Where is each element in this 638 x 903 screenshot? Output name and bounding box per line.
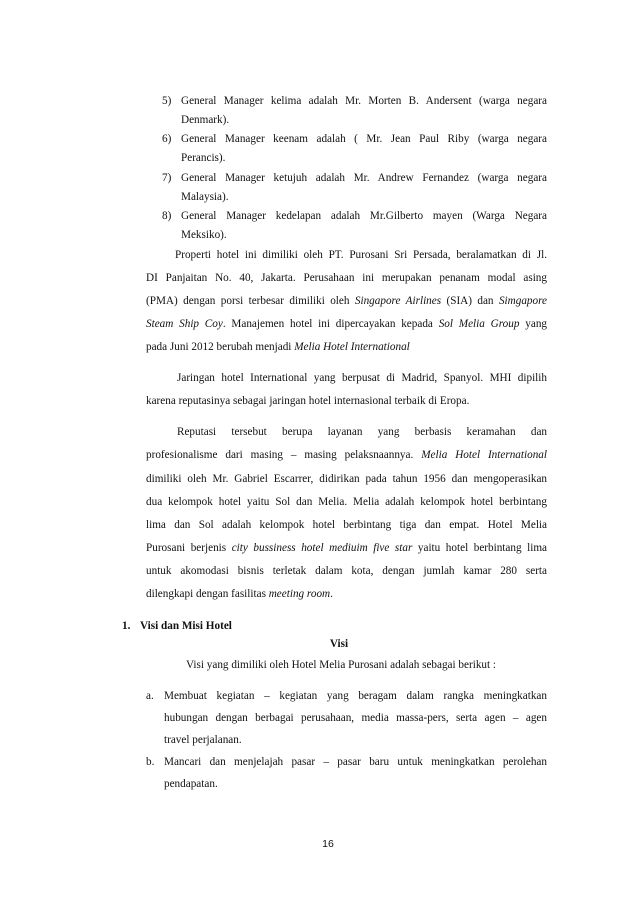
paragraph-line: (PMA) dengan porsi terbesar dimiliki oleh Singapore Airlines (SIA) dan Simgapore bbox=[146, 295, 547, 307]
list-letter: a. bbox=[146, 690, 154, 702]
paragraph-line: Jaringan hotel International yang berpusat di Madrid, Spanyol. MHI dipilih bbox=[177, 372, 547, 384]
visi-intro: Visi yang dimiliki oleh Hotel Melia Purosani adalah sebagai berikut : bbox=[186, 659, 497, 671]
paragraph-line: profesionalisme dari masing – masing pelaksnaannya. Melia Hotel International bbox=[146, 449, 547, 461]
paragraph-line: lima dan Sol adalah kelompok hotel berbintang tiga dan empat. Hotel Melia bbox=[146, 519, 547, 531]
list-item-text: Denmark). bbox=[181, 114, 230, 126]
section-number: 1. bbox=[122, 620, 131, 632]
section-title: Visi dan Misi Hotel bbox=[140, 620, 232, 632]
list-letter: b. bbox=[146, 756, 155, 768]
list-item-text: General Manager kedelapan adalah Mr.Gilberto mayen (Warga Negara bbox=[181, 210, 547, 222]
paragraph-line: Reputasi tersebut berupa layanan yang berbasis keramahan dan bbox=[177, 426, 547, 438]
list-item-text: travel perjalanan. bbox=[164, 734, 242, 746]
list-item-text: Malaysia). bbox=[181, 191, 229, 203]
list-number: 8) bbox=[162, 210, 172, 222]
list-item-text: General Manager ketujuh adalah Mr. Andrew Fernandez (warga negara bbox=[181, 172, 547, 184]
paragraph-line: karena reputasinya sebagai jaringan hotel internasional terbaik di Eropa. bbox=[146, 395, 470, 407]
list-item-text: General Manager kelima adalah Mr. Morten B. Andersent (warga negara bbox=[181, 95, 547, 107]
list-item-text: Perancis). bbox=[181, 152, 226, 164]
paragraph-line: dimiliki oleh Mr. Gabriel Escarrer, didirikan pada tahun 1956 dan mengoperasikan bbox=[146, 473, 547, 485]
list-item-text: pendapatan. bbox=[164, 778, 218, 790]
list-item-text: hubungan dengan berbagai perusahaan, media massa-pers, serta agen – agen bbox=[164, 712, 547, 724]
list-item-text: Meksiko). bbox=[181, 229, 227, 241]
list-number: 7) bbox=[162, 172, 172, 184]
page-number: 16 bbox=[322, 838, 334, 850]
subsection-title: Visi bbox=[329, 638, 349, 650]
list-item-text: Mancari dan menjelajah pasar – pasar baru untuk meningkatkan perolehan bbox=[164, 756, 547, 768]
paragraph-line: dilengkapi dengan fasilitas meeting room. bbox=[146, 588, 333, 600]
paragraph-line: dua kelompok hotel yaitu Sol dan Melia. Melia adalah kelompok hotel berbintang bbox=[146, 496, 547, 508]
list-number: 6) bbox=[162, 133, 172, 145]
paragraph-line: untuk akomodasi bisnis terletak dalam kota, dengan jumlah kamar 280 serta bbox=[146, 565, 547, 577]
paragraph-line: Properti hotel ini dimiliki oleh PT. Purosani Sri Persada, beralamatkan di Jl. bbox=[175, 249, 547, 261]
paragraph-line: Steam Ship Coy. Manajemen hotel ini dipercayakan kepada Sol Melia Group yang bbox=[146, 318, 548, 330]
list-item-text: General Manager keenam adalah ( Mr. Jean Paul Riby (warga negara bbox=[181, 133, 547, 145]
paragraph-line: Purosani berjenis city bussiness hotel mediuim five star yaitu hotel berbintang lima bbox=[146, 542, 548, 554]
list-number: 5) bbox=[162, 95, 172, 107]
list-item-text: Membuat kegiatan – kegiatan yang beragam dalam rangka meningkatkan bbox=[164, 690, 547, 702]
paragraph-line: pada Juni 2012 berubah menjadi Melia Hotel International bbox=[146, 341, 410, 353]
paragraph-line: DI Panjaitan No. 40, Jakarta. Perusahaan ini merupakan penanam modal asing bbox=[146, 272, 547, 284]
